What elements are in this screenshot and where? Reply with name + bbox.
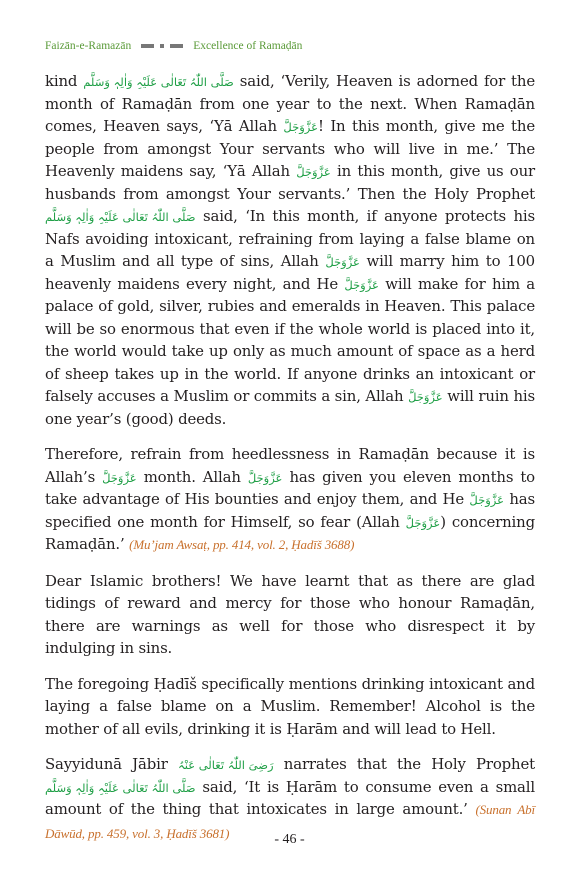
hadith-citation: (Mu’jam Awsaṭ, pp. 414, vol. 2, Ḥadīš 3688) <box>129 537 355 552</box>
allah-honorific: عَزَّوَجَلَّ <box>344 277 379 292</box>
text-run: Therefore, refrain from heedlessness in Ramaḍān because it is Allah’s <box>45 445 535 486</box>
separator-bar <box>170 44 183 48</box>
text-run: said, ‘In this month, if anyone protects his Nafs avoiding intoxicant, refraining from laying a false blame on a Muslim and all type of sins, Allah <box>45 207 535 270</box>
text-run: month. Allah <box>136 467 248 486</box>
paragraph-3: Dear Islamic brothers! We have learnt that as there are glad tidings of reward and mercy for those who honour Ramaḍān, there are warnings as well for those who disrespect it by indulging in sins. <box>45 571 535 657</box>
allah-honorific: عَزَّوَجَلَّ <box>283 120 318 134</box>
page-number: - 46 - <box>274 832 305 847</box>
allah-honorific: عَزَّوَجَلَّ <box>405 515 441 530</box>
paragraph-4: The foregoing Ḥadīš specifically mentions drinking intoxicant and laying a false blame on a Muslim. Remember! Alcohol is the mother of all evils, drinking it is Ḥarām and will lead to Hell. <box>45 674 535 738</box>
separator-bar <box>141 44 154 48</box>
prophet-salutation: صَلَّی اللّٰہُ تَعَالٰی عَلَیْہِ وَاٰلِہٖ وَسَلَّم <box>83 75 234 89</box>
text-run: narrates that the Holy Prophet <box>273 755 535 773</box>
text-run: said, ‘Verily, Heaven is adorned for the month of Ramaḍān from one year to the next. When Ramaḍān comes, Heaven says, ‘Yā Allah <box>45 72 535 135</box>
allah-honorific: عَزَّوَجَلَّ <box>325 255 360 269</box>
text-run: will marry him to 100 heavenly maidens every night, and He <box>45 252 536 293</box>
chapter-title: Excellence of Ramaḍān <box>193 40 303 52</box>
text-run: Sayyidunā Jābir <box>45 755 178 773</box>
prophet-salutation: صَلَّی اللّٰہُ تَعَالٰی عَلَیْہِ وَاٰلِہٖ وَسَلَّم <box>45 210 196 224</box>
text-run: will make for him a palace of gold, silver, rubies and emeralds in Heaven. This palace will be so enormous that even if the whole world is placed into it, the world would take up only as much amount of space as a herd of sheep takes up in the world. If anyone drinks an intoxicant or falsely accuses a Muslim or commits a sin, Allah <box>45 274 535 405</box>
paragraph-1 <box>45 70 535 430</box>
allah-honorific: عَزَّوَجَلَّ <box>408 390 443 404</box>
text-run: in this month, give us our husbands from amongst Your servants.’ Then the Holy Prophet <box>45 162 535 203</box>
allah-honorific: عَزَّوَجَلَّ <box>102 470 137 485</box>
hadith-citation: (Sunan Abī Dāwūd, pp. 459, vol. 3, Ḥadīš 3681) <box>45 802 535 841</box>
header-separator <box>141 44 183 48</box>
prophet-salutation: صَلَّی اللّٰہُ تَعَالٰی عَلَیْہِ وَاٰلِہٖ وَسَلَّم <box>45 780 196 795</box>
running-header <box>45 38 545 54</box>
companion-honorific: رَضِیَ اللّٰہُ تَعَالٰی عَنْہُ <box>177 758 274 772</box>
allah-honorific: عَزَّوَجَلَّ <box>469 493 504 507</box>
separator-dot <box>160 44 164 48</box>
text-run: ! In this month, give me the people from amongst Your servants who will live in me.’ The Heavenly maidens say, ‘Yā Allah <box>45 117 535 180</box>
book-title: Faizān-e-Ramazān <box>45 40 132 52</box>
text-run: ) concerning Ramaḍān.’ <box>45 512 535 553</box>
page-body <box>45 70 535 858</box>
text-run: will ruin his one year’s (good) deeds. <box>45 387 535 428</box>
text-run: has specified one month for Himself, so fear (Allah <box>45 490 535 531</box>
paragraph-2 <box>45 443 535 557</box>
allah-honorific: عَزَّوَجَلَّ <box>296 165 331 179</box>
text-run: kind <box>45 72 84 90</box>
allah-honorific: عَزَّوَجَلَّ <box>247 470 283 485</box>
text-run: has given you eleven months to take advantage of His bounties and enjoy them, and He <box>45 467 535 508</box>
text-run: said, ‘It is Ḥarām to consume even a small amount of the thing that intoxicates in large amount.’ <box>45 777 535 818</box>
